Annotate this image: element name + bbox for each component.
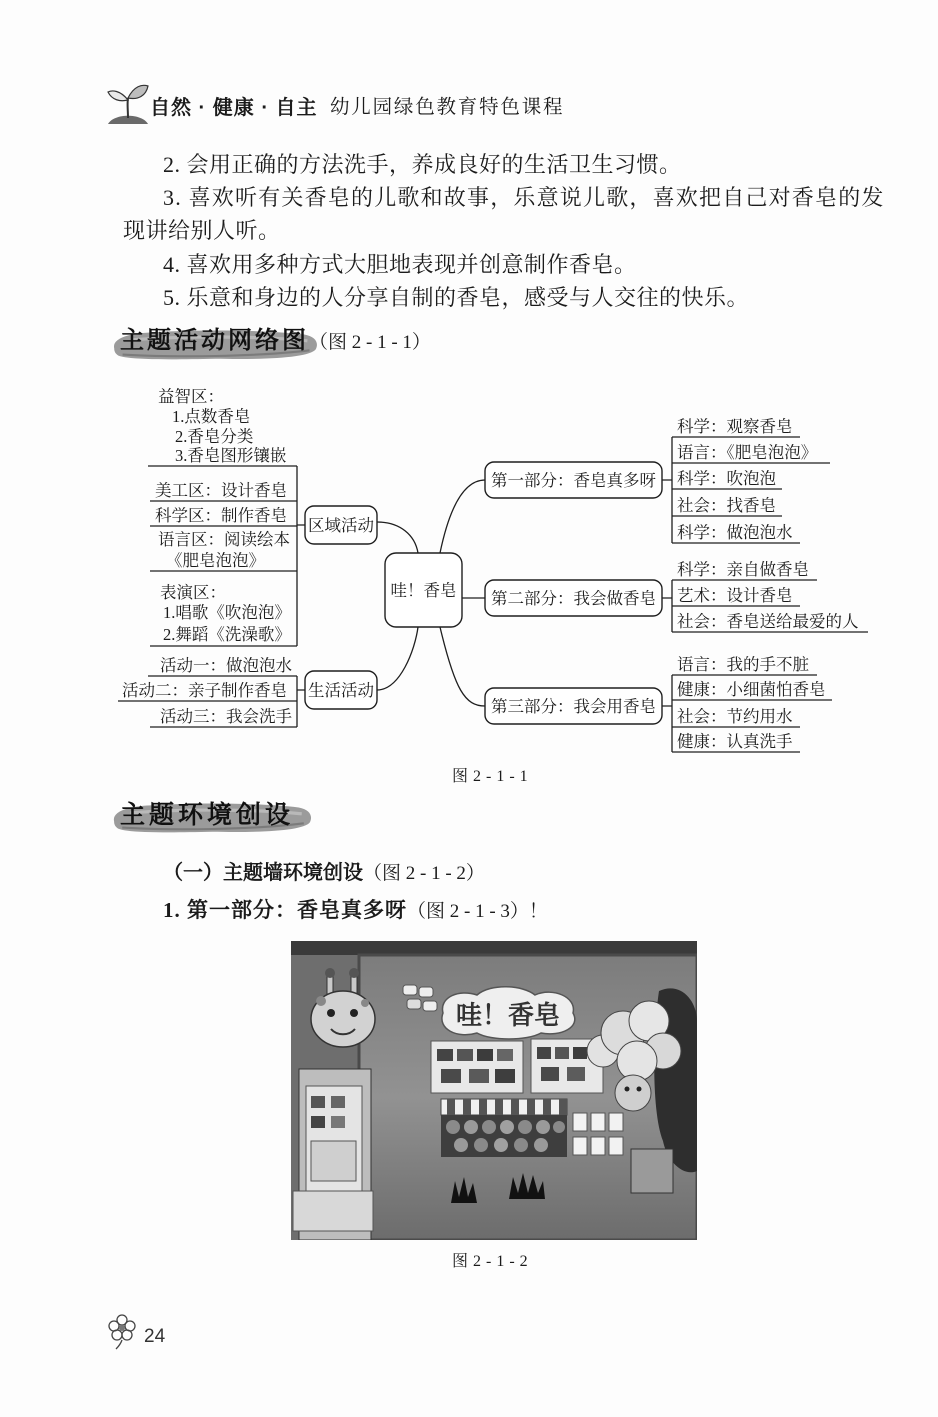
network-figure-ref: （图 2 - 1 - 1） — [309, 332, 431, 353]
item-figure-ref: （图 2 - 1 - 3）！ — [407, 901, 548, 922]
goal-line: 5. 乐意和身边的人分享自制的香皂，感受与人交往的快乐。 — [163, 285, 750, 310]
theme-wall-photo — [291, 941, 697, 1240]
branch-label-part1: 第一部分：香皂真多呀 — [491, 471, 656, 490]
subsection-title: （一）主题墙环境创设 — [163, 862, 363, 884]
mindmap-leaf: 2.舞蹈《洗澡歌》 — [163, 625, 291, 644]
soap-shelf — [441, 1115, 567, 1157]
header-series-title: 自然 · 健康 · 自主 — [150, 97, 318, 119]
mindmap-caption: 图 2 - 1 - 1 — [452, 768, 529, 785]
mindmap-leaf: 1.唱歌《吹泡泡》 — [163, 603, 291, 622]
sprout-icon — [106, 78, 150, 128]
subsection-heading — [163, 863, 485, 883]
mindmap-leaf: 科学：观察香皂 — [677, 417, 793, 436]
sprout-left-leaf — [108, 91, 128, 101]
center-node-label: 哇！香皂 — [390, 581, 457, 600]
mindmap-leaf: 语言区：阅读绘本 — [158, 530, 290, 549]
mindmap-leaf: 2.香皂分类 — [175, 427, 254, 446]
goal-line: 现讲给别人听。 — [123, 218, 281, 243]
mindmap-leaf: 益智区： — [158, 387, 224, 406]
mindmap-leaf: 活动三：我会洗手 — [160, 707, 292, 726]
mindmap-leaf: 科学区：制作香皂 — [155, 506, 287, 525]
mindmap-leaf: 社会：香皂送给最爱的人 — [677, 612, 859, 631]
area-activities-spine — [297, 466, 305, 646]
curve-center-to-area — [377, 522, 418, 553]
life-activities-spine — [297, 676, 305, 727]
curve-center-to-life — [377, 627, 418, 690]
striped-awning — [441, 1099, 567, 1115]
network-section-heading — [120, 329, 431, 353]
mindmap-leaf: 科学：亲自做香皂 — [677, 560, 809, 579]
mindmap-leaf: 《肥皂泡泡》 — [166, 551, 265, 570]
page-number: 24 — [144, 1326, 166, 1347]
branch-label-part3: 第三部分：我会用香皂 — [491, 697, 656, 716]
photo-caption: 图 2 - 1 - 2 — [452, 1253, 529, 1270]
mindmap-leaf: 1.点数香皂 — [172, 407, 251, 426]
mindmap-leaf: 语言：我的手不脏 — [677, 655, 809, 674]
branch-label-part2: 第二部分：我会做香皂 — [491, 589, 656, 608]
title-banner — [442, 987, 575, 1039]
header-subtitle: 幼儿园绿色教育特色课程 — [330, 97, 565, 118]
branch-label-area-activities: 区域活动 — [308, 516, 374, 535]
subsection-figure-ref: （图 2 - 1 - 2） — [363, 863, 485, 884]
mindmap-leaf: 社会：节约用水 — [677, 707, 793, 726]
mindmap-leaf: 科学：吹泡泡 — [677, 469, 776, 488]
mindmap-leaf: 艺术：设计香皂 — [677, 586, 793, 605]
theme-mindmap — [100, 380, 880, 765]
mindmap-leaf: 美工区：设计香皂 — [155, 481, 287, 500]
mindmap-leaf: 3.香皂图形镶嵌 — [175, 446, 287, 465]
photo-panel-left — [431, 1041, 523, 1093]
part3-spine — [662, 675, 672, 752]
part2-spine — [662, 580, 672, 632]
ceiling-strip — [291, 941, 697, 955]
sprout-right-leaf — [128, 85, 148, 98]
wall-cabinet — [631, 1149, 673, 1193]
mindmap-leaf: 社会：找香皂 — [677, 496, 776, 515]
part1-spine — [662, 437, 672, 543]
banner-text: 哇！香皂 — [455, 1000, 561, 1030]
curve-center-to-part3 — [440, 627, 485, 706]
goal-line: 3. 喜欢听有关香皂的儿歌和故事，乐意说儿歌，喜欢把自己对香皂的发 — [163, 185, 885, 210]
item-heading — [163, 900, 548, 921]
item-title: 1. 第一部分：香皂真多呀 — [163, 898, 407, 922]
flower-icon — [106, 1314, 138, 1350]
mindmap-leaf: 健康：认真洗手 — [677, 732, 793, 751]
mindmap-leaf: 科学：做泡泡水 — [677, 523, 793, 542]
mindmap-leaf: 表演区： — [160, 583, 226, 602]
mindmap-leaf: 活动二：亲子制作香皂 — [122, 681, 287, 700]
network-section-title: 主题活动网络图 — [120, 327, 309, 354]
mindmap-leaf: 活动一：做泡泡水 — [160, 656, 292, 675]
mindmap-leaf: 健康：小细菌怕香皂 — [677, 680, 826, 699]
environment-section-title: 主题环境创设 — [120, 801, 295, 829]
goal-line: 4. 喜欢用多种方式大胆地表现并创意制作香皂。 — [163, 252, 637, 277]
curve-center-to-part1 — [440, 480, 485, 553]
branch-label-life-activities: 生活活动 — [308, 681, 374, 700]
mindmap-leaf: 语言：《肥皂泡泡》 — [677, 443, 818, 462]
goal-line: 2. 会用正确的方法洗手，养成良好的生活卫生习惯。 — [163, 152, 682, 177]
